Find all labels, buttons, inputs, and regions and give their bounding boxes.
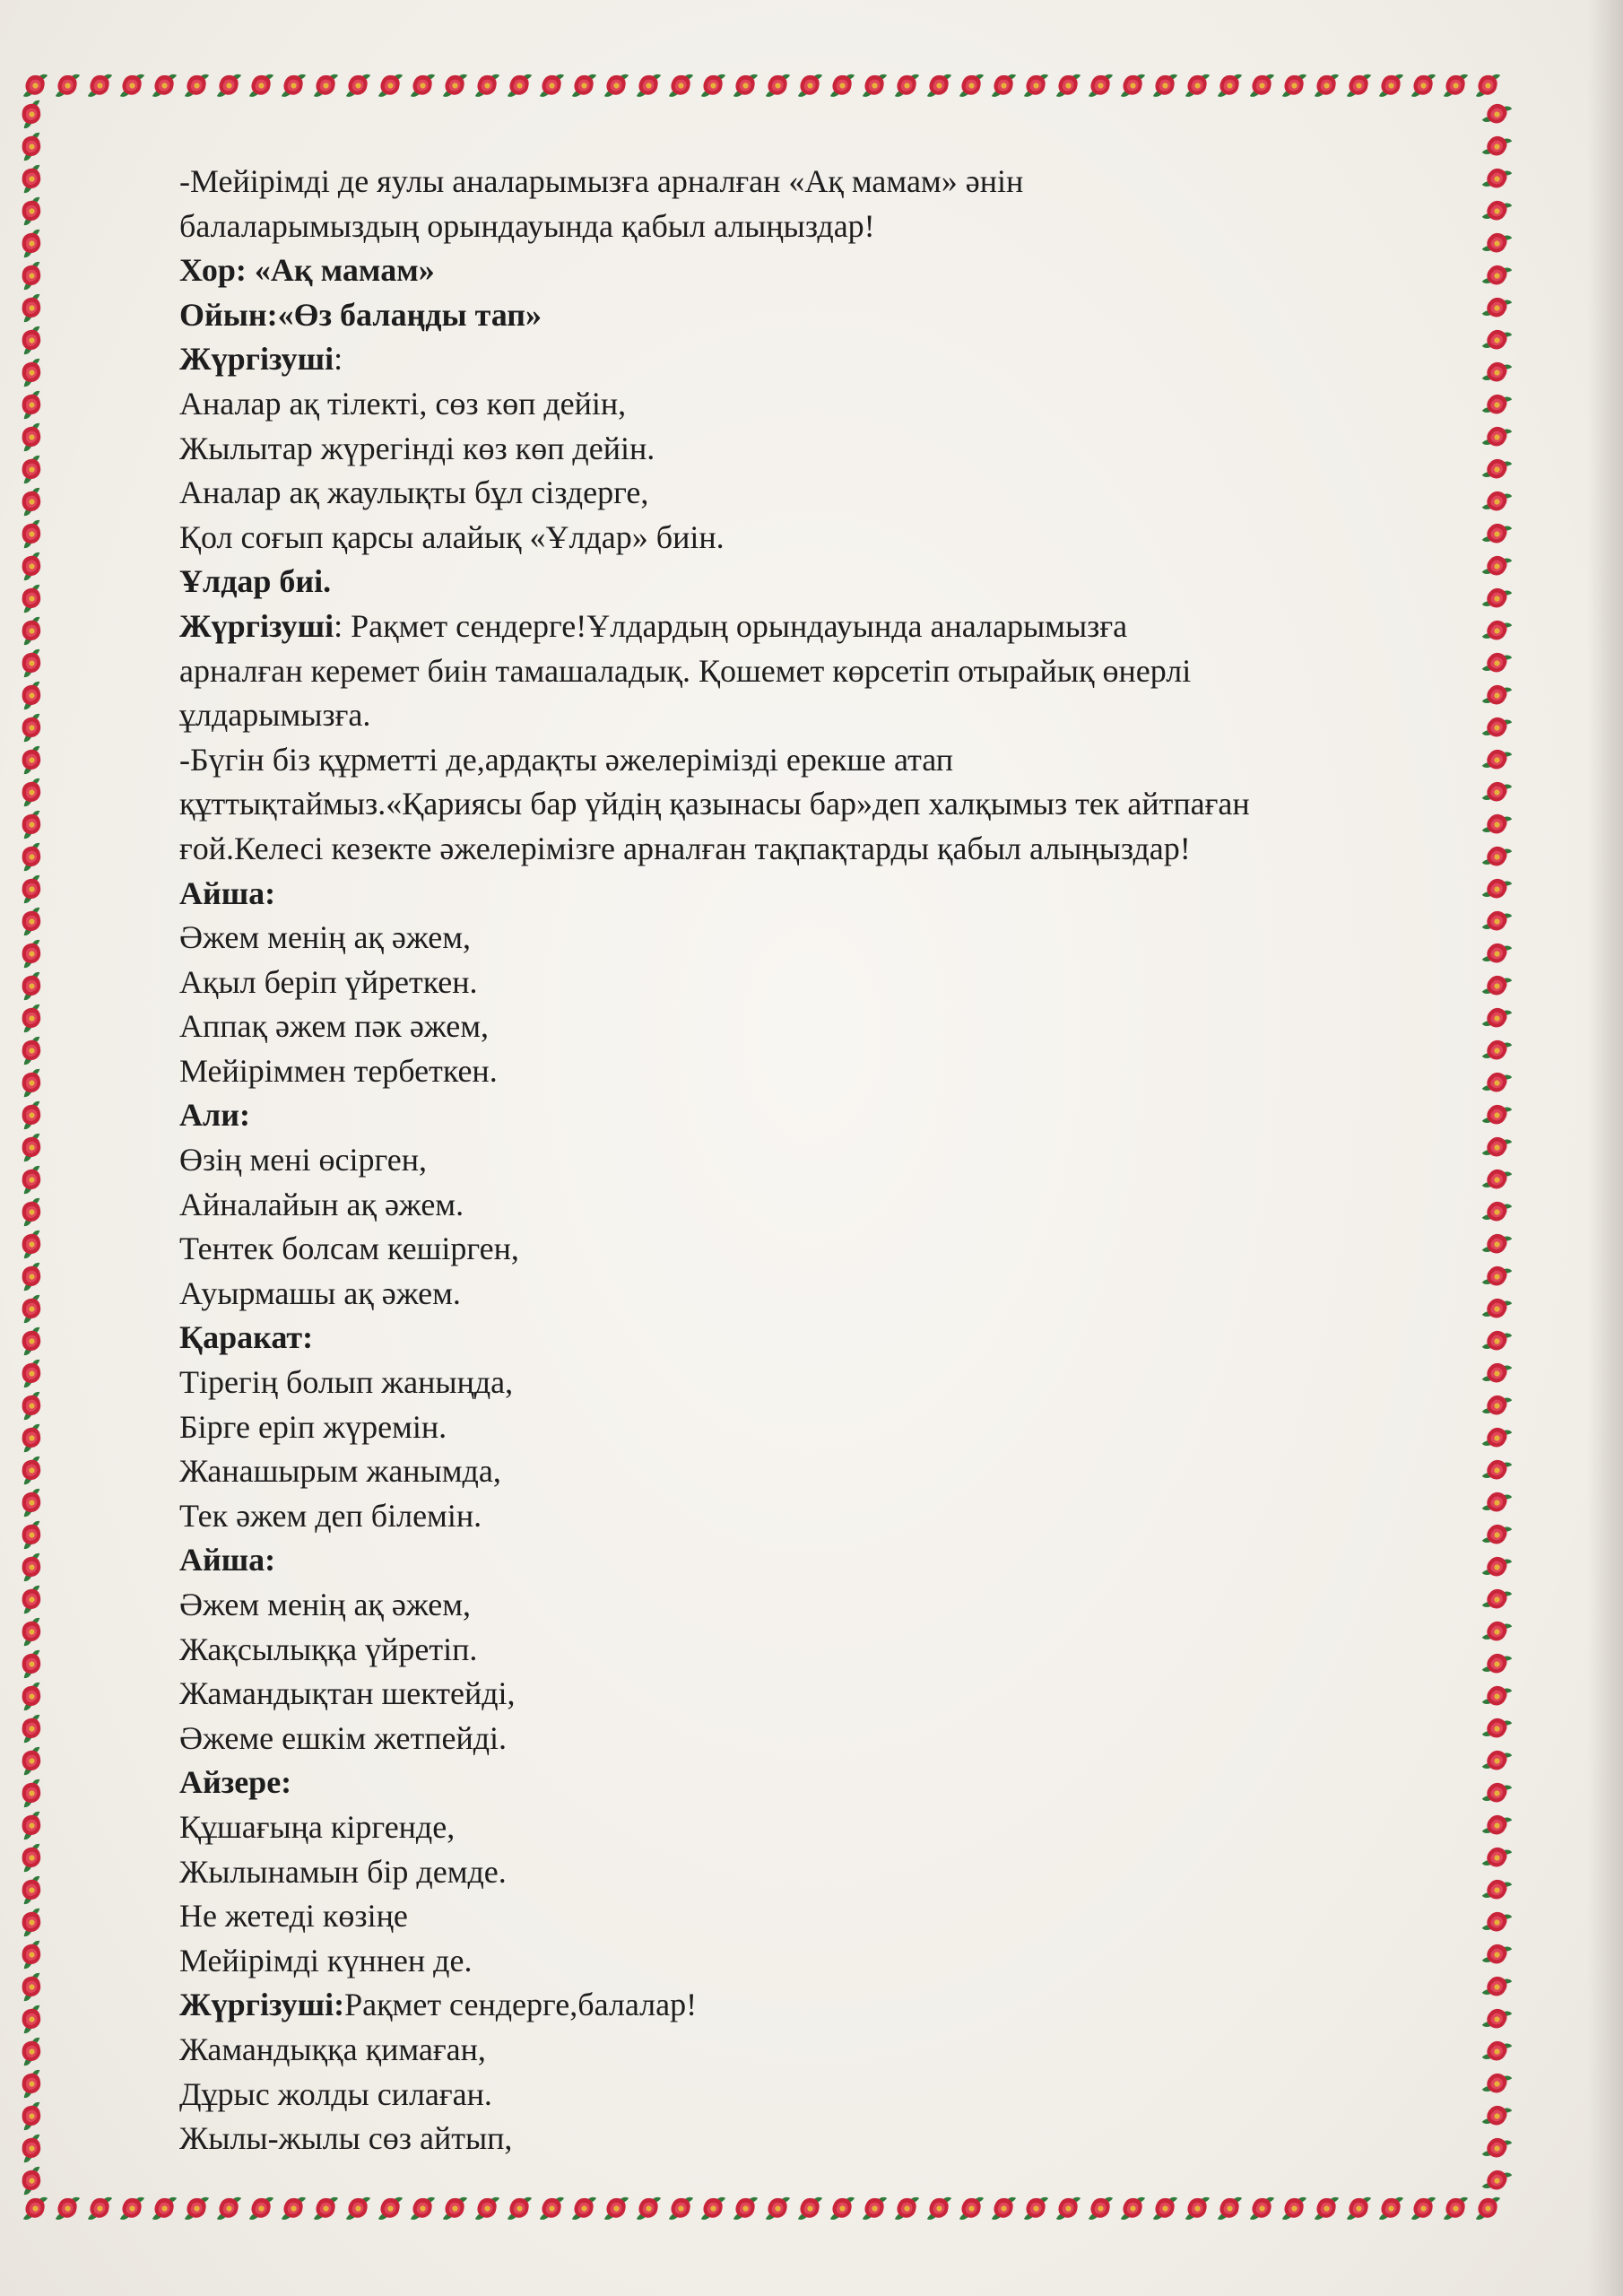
- text-line: Жанашырым жанымда,: [179, 1453, 501, 1490]
- red-flower-icon: [1481, 1422, 1513, 1454]
- red-flower-icon: [1408, 2193, 1439, 2224]
- red-flower-icon: [1085, 2193, 1116, 2224]
- red-flower-icon: [84, 70, 116, 101]
- red-flower-icon: [1481, 518, 1513, 550]
- red-flower-icon: [1214, 2193, 1245, 2224]
- red-flower-icon: [16, 1584, 48, 1615]
- red-flower-icon: [1481, 2100, 1513, 2132]
- red-flower-icon: [16, 1519, 48, 1551]
- red-flower-icon: [16, 1907, 48, 1938]
- red-flower-icon: [16, 906, 48, 937]
- red-flower-icon: [1481, 1164, 1513, 1196]
- text-line: Дұрыс жолды силаған.: [179, 2075, 492, 2112]
- red-flower-icon: [1481, 325, 1513, 356]
- red-flower-icon: [891, 2193, 923, 2224]
- red-flower-icon: [16, 1229, 48, 1260]
- red-flower-icon: [16, 2036, 48, 2067]
- red-flower-icon: [924, 70, 955, 101]
- red-flower-icon: [1481, 1519, 1513, 1551]
- red-flower-icon: [1117, 2193, 1149, 2224]
- red-flower-icon: [16, 1971, 48, 2003]
- red-flower-icon: [762, 70, 794, 101]
- red-flower-icon: [16, 1164, 48, 1196]
- red-flower-icon: [1481, 1293, 1513, 1325]
- red-flower-icon: [1481, 1713, 1513, 1744]
- red-flower-icon: [1481, 1358, 1513, 1389]
- red-flower-icon: [117, 70, 148, 101]
- red-flower-icon: [698, 2193, 729, 2224]
- red-flower-icon: [1481, 1616, 1513, 1648]
- red-flower-icon: [762, 2193, 794, 2224]
- red-flower-icon: [1481, 680, 1513, 711]
- text-line: Жылытар жүрегінді көз көп дейін.: [179, 430, 655, 466]
- red-flower-icon: [1117, 70, 1149, 101]
- speaker-text: :: [334, 341, 343, 378]
- text-line: Ауырмашы ақ әжем.: [179, 1274, 461, 1311]
- red-flower-icon: [16, 1326, 48, 1357]
- speaker-heading: Али:: [179, 1097, 250, 1134]
- text-line: Жамандыққа қимаған,: [179, 2031, 486, 2067]
- red-flower-icon: [1481, 938, 1513, 970]
- red-flower-icon: [16, 260, 48, 291]
- red-flower-icon: [1481, 970, 1513, 1002]
- red-flower-icon: [16, 874, 48, 905]
- red-flower-icon: [1481, 1390, 1513, 1422]
- speaker-label: Жүргізуші: [179, 607, 334, 644]
- text-line: Құшағыңа кіргенде,: [179, 1808, 456, 1845]
- red-flower-icon: [1408, 70, 1439, 101]
- red-flower-icon: [891, 70, 923, 101]
- red-flower-icon: [16, 809, 48, 840]
- red-flower-icon: [16, 357, 48, 388]
- ornament-border-left: [16, 99, 48, 2197]
- red-flower-icon: [1481, 1778, 1513, 1809]
- red-flower-icon: [16, 1713, 48, 1744]
- speaker-label: Жүргізуші:: [179, 1987, 345, 2023]
- red-flower-icon: [16, 454, 48, 485]
- text-line: Мейіріммен тербеткен.: [179, 1052, 498, 1089]
- red-flower-icon: [16, 1939, 48, 1970]
- text-line: Жақсылыққа үйретіп.: [179, 1631, 478, 1667]
- text-line: Әжеме ешкім жетпейді.: [179, 1719, 508, 1756]
- red-flower-icon: [1246, 70, 1278, 101]
- red-flower-icon: [16, 2100, 48, 2132]
- red-flower-icon: [1343, 2193, 1375, 2224]
- speaker-heading: Ұлдар биі.: [179, 563, 332, 600]
- speaker-text: : Рақмет сендерге!Ұлдардың орындауында аналарымызға: [334, 607, 1128, 644]
- red-flower-icon: [1481, 1907, 1513, 1938]
- red-flower-icon: [16, 196, 48, 227]
- red-flower-icon: [310, 70, 342, 101]
- red-flower-icon: [1481, 486, 1513, 517]
- red-flower-icon: [16, 1390, 48, 1422]
- red-flower-icon: [794, 2193, 826, 2224]
- red-flower-icon: [730, 2193, 761, 2224]
- red-flower-icon: [16, 551, 48, 582]
- red-flower-icon: [1020, 2193, 1052, 2224]
- red-flower-icon: [16, 1552, 48, 1583]
- red-flower-icon: [1481, 2068, 1513, 2100]
- speaker-heading: Айзере:: [179, 1764, 292, 1801]
- red-flower-icon: [1311, 2193, 1342, 2224]
- red-flower-icon: [16, 938, 48, 970]
- red-flower-icon: [1481, 1261, 1513, 1292]
- red-flower-icon: [16, 648, 48, 679]
- document-body: [179, 160, 1480, 2161]
- red-flower-icon: [956, 2193, 987, 2224]
- red-flower-icon: [1481, 1745, 1513, 1777]
- red-flower-icon: [1481, 551, 1513, 582]
- red-flower-icon: [16, 1196, 48, 1228]
- red-flower-icon: [1182, 2193, 1213, 2224]
- red-flower-icon: [1214, 70, 1245, 101]
- scan-shadow-edge: [1587, 0, 1623, 2296]
- red-flower-icon: [16, 99, 48, 130]
- red-flower-icon: [859, 70, 890, 101]
- red-flower-icon: [601, 2193, 632, 2224]
- red-flower-icon: [16, 163, 48, 195]
- red-flower-icon: [1481, 583, 1513, 614]
- text-line: Аппақ әжем пәк әжем,: [179, 1008, 490, 1045]
- speaker-heading: Қаракат:: [179, 1319, 314, 1356]
- red-flower-icon: [16, 583, 48, 614]
- red-flower-icon: [407, 70, 438, 101]
- red-flower-icon: [1481, 2036, 1513, 2067]
- red-flower-icon: [1020, 70, 1052, 101]
- red-flower-icon: [827, 2193, 858, 2224]
- red-flower-icon: [1481, 131, 1513, 162]
- red-flower-icon: [924, 2193, 955, 2224]
- red-flower-icon: [1481, 260, 1513, 291]
- red-flower-icon: [1053, 2193, 1084, 2224]
- text-line: Әжем менің ақ әжем,: [179, 1587, 472, 1622]
- ornament-border-right: [1481, 99, 1514, 2197]
- red-flower-icon: [16, 744, 48, 776]
- text-line: [179, 1983, 1480, 2028]
- red-flower-icon: [343, 70, 374, 101]
- red-flower-icon: [536, 70, 568, 101]
- red-flower-icon: [1481, 1196, 1513, 1228]
- red-flower-icon: [16, 777, 48, 808]
- red-flower-icon: [1481, 1229, 1513, 1260]
- red-flower-icon: [16, 680, 48, 711]
- red-flower-icon: [16, 422, 48, 453]
- red-flower-icon: [1481, 841, 1513, 873]
- red-flower-icon: [213, 2193, 245, 2224]
- red-flower-icon: [1481, 1487, 1513, 1518]
- red-flower-icon: [16, 1035, 48, 1066]
- red-flower-icon: [1481, 1939, 1513, 1970]
- red-flower-icon: [1481, 1132, 1513, 1163]
- red-flower-icon: [1481, 777, 1513, 808]
- red-flower-icon: [16, 1455, 48, 1486]
- red-flower-icon: [1481, 1584, 1513, 1615]
- red-flower-icon: [181, 70, 213, 101]
- red-flower-icon: [407, 2193, 438, 2224]
- red-flower-icon: [278, 2193, 309, 2224]
- red-flower-icon: [1085, 70, 1116, 101]
- red-flower-icon: [213, 70, 245, 101]
- red-flower-icon: [117, 2193, 148, 2224]
- red-flower-icon: [1481, 1810, 1513, 1841]
- red-flower-icon: [246, 2193, 277, 2224]
- red-flower-icon: [1311, 70, 1342, 101]
- speaker-label: Жүргізуші: [179, 341, 334, 378]
- text-line: [179, 337, 1480, 382]
- red-flower-icon: [16, 1261, 48, 1292]
- red-flower-icon: [278, 70, 309, 101]
- red-flower-icon: [1481, 744, 1513, 776]
- red-flower-icon: [16, 1067, 48, 1099]
- red-flower-icon: [16, 131, 48, 162]
- red-flower-icon: [472, 2193, 503, 2224]
- red-flower-icon: [1246, 2193, 1278, 2224]
- text-line: [179, 604, 1480, 649]
- red-flower-icon: [1481, 357, 1513, 388]
- red-flower-icon: [1481, 1648, 1513, 1680]
- red-flower-icon: [1150, 70, 1181, 101]
- red-flower-icon: [1472, 2193, 1504, 2224]
- red-flower-icon: [1481, 1842, 1513, 1874]
- red-flower-icon: [52, 2193, 83, 2224]
- red-flower-icon: [988, 2193, 1020, 2224]
- red-flower-icon: [1182, 70, 1213, 101]
- red-flower-icon: [16, 389, 48, 421]
- red-flower-icon: [568, 2193, 600, 2224]
- text-line: Не жетеді көзіңе: [179, 1898, 408, 1935]
- text-line: Жамандықтан шектейді,: [179, 1675, 516, 1712]
- text-line: -Мейірімді де яулы аналарымызға арналған «Ақ мамам» әнін: [179, 163, 1024, 199]
- red-flower-icon: [16, 2133, 48, 2164]
- red-flower-icon: [16, 970, 48, 1002]
- red-flower-icon: [16, 1100, 48, 1131]
- red-flower-icon: [16, 1810, 48, 1841]
- red-flower-icon: [1481, 2004, 1513, 2035]
- red-flower-icon: [1481, 389, 1513, 421]
- red-flower-icon: [633, 70, 664, 101]
- text-line: ғой.Келесі кезекте әжелерімізге арналған тақпақтарды қабыл алыңыздар!: [179, 830, 1191, 866]
- red-flower-icon: [1376, 70, 1407, 101]
- red-flower-icon: [1481, 648, 1513, 679]
- red-flower-icon: [1481, 454, 1513, 485]
- red-flower-icon: [1279, 70, 1310, 101]
- red-flower-icon: [16, 518, 48, 550]
- red-flower-icon: [1053, 70, 1084, 101]
- red-flower-icon: [1481, 1003, 1513, 1034]
- red-flower-icon: [16, 1616, 48, 1648]
- red-flower-icon: [1472, 70, 1504, 101]
- text-line: Жылы-жылы сөз айтып,: [179, 2120, 513, 2157]
- red-flower-icon: [16, 1745, 48, 1777]
- red-flower-icon: [16, 712, 48, 744]
- text-line: Аналар ақ тілекті, сөз көп дейін,: [179, 385, 627, 422]
- red-flower-icon: [1481, 1681, 1513, 1712]
- text-line: -Бүгін біз құрметті де,ардақты әжелерімізді ерекше атап: [179, 741, 954, 778]
- red-flower-icon: [665, 70, 697, 101]
- red-flower-icon: [16, 228, 48, 259]
- red-flower-icon: [16, 2004, 48, 2035]
- speaker-text: Рақмет сендерге,балалар!: [344, 1987, 698, 2023]
- red-flower-icon: [375, 2193, 406, 2224]
- text-line: Мейірімді күннен де.: [179, 1942, 473, 1979]
- red-flower-icon: [1440, 2193, 1471, 2224]
- red-flower-icon: [16, 1487, 48, 1518]
- red-flower-icon: [1481, 1326, 1513, 1357]
- red-flower-icon: [16, 841, 48, 873]
- red-flower-icon: [827, 70, 858, 101]
- text-line: Тентек болсам кешірген,: [179, 1231, 519, 1267]
- red-flower-icon: [181, 2193, 213, 2224]
- red-flower-icon: [16, 325, 48, 356]
- red-flower-icon: [16, 1874, 48, 1906]
- red-flower-icon: [16, 2068, 48, 2100]
- text-line: балаларымыздың орындауында қабыл алыңыздар!: [179, 207, 875, 244]
- red-flower-icon: [1481, 228, 1513, 259]
- red-flower-icon: [730, 70, 761, 101]
- red-flower-icon: [1481, 292, 1513, 324]
- red-flower-icon: [149, 2193, 180, 2224]
- red-flower-icon: [149, 70, 180, 101]
- red-flower-icon: [343, 2193, 374, 2224]
- red-flower-icon: [439, 2193, 471, 2224]
- red-flower-icon: [16, 1422, 48, 1454]
- red-flower-icon: [1481, 1100, 1513, 1131]
- text-line: Қол соғып қарсы алайық «Ұлдар» биін.: [179, 518, 725, 555]
- red-flower-icon: [1481, 1455, 1513, 1486]
- red-flower-icon: [1481, 1035, 1513, 1066]
- red-flower-icon: [1481, 196, 1513, 227]
- red-flower-icon: [16, 1293, 48, 1325]
- text-line: арналған керемет биін тамашаладық. Қошемет көрсетіп отырайық өнерлі: [179, 652, 1192, 689]
- speaker-heading: Айша:: [179, 1542, 276, 1578]
- red-flower-icon: [20, 2193, 51, 2224]
- red-flower-icon: [246, 70, 277, 101]
- red-flower-icon: [16, 486, 48, 517]
- red-flower-icon: [956, 70, 987, 101]
- red-flower-icon: [988, 70, 1020, 101]
- speaker-heading: Ойын:«Өз балаңды тап»: [179, 296, 542, 333]
- red-flower-icon: [1481, 906, 1513, 937]
- red-flower-icon: [1481, 1971, 1513, 2003]
- red-flower-icon: [1279, 2193, 1310, 2224]
- ornament-border-bottom: [20, 2193, 1512, 2225]
- red-flower-icon: [1481, 422, 1513, 453]
- text-line: ұлдарымызға.: [179, 697, 371, 734]
- speaker-heading: Айша:: [179, 874, 276, 911]
- red-flower-icon: [1481, 2133, 1513, 2164]
- red-flower-icon: [439, 70, 471, 101]
- red-flower-icon: [1343, 70, 1375, 101]
- red-flower-icon: [16, 1358, 48, 1389]
- red-flower-icon: [698, 70, 729, 101]
- red-flower-icon: [16, 615, 48, 647]
- red-flower-icon: [16, 1681, 48, 1712]
- red-flower-icon: [84, 2193, 116, 2224]
- text-line: Тірегің болып жаныңда,: [179, 1364, 514, 1401]
- text-line: Айналайын ақ әжем.: [179, 1186, 464, 1222]
- text-line: Ақыл беріп үйреткен.: [179, 963, 478, 1000]
- red-flower-icon: [859, 2193, 890, 2224]
- red-flower-icon: [1150, 2193, 1181, 2224]
- red-flower-icon: [16, 2165, 48, 2196]
- red-flower-icon: [1481, 2165, 1513, 2196]
- red-flower-icon: [16, 292, 48, 324]
- red-flower-icon: [568, 70, 600, 101]
- red-flower-icon: [1481, 163, 1513, 195]
- red-flower-icon: [665, 2193, 697, 2224]
- red-flower-icon: [52, 70, 83, 101]
- red-flower-icon: [1481, 809, 1513, 840]
- red-flower-icon: [310, 2193, 342, 2224]
- red-flower-icon: [16, 1648, 48, 1680]
- red-flower-icon: [1376, 2193, 1407, 2224]
- speaker-heading: Хор: «Ақ мамам»: [179, 252, 435, 289]
- red-flower-icon: [1481, 1067, 1513, 1099]
- red-flower-icon: [1481, 99, 1513, 130]
- text-line: Өзің мені өсірген,: [179, 1142, 428, 1178]
- text-line: Бірге еріп жүремін.: [179, 1408, 447, 1445]
- red-flower-icon: [1481, 615, 1513, 647]
- red-flower-icon: [1481, 1552, 1513, 1583]
- text-line: Әжем менің ақ әжем,: [179, 919, 472, 956]
- red-flower-icon: [536, 2193, 568, 2224]
- red-flower-icon: [633, 2193, 664, 2224]
- text-line: Жылынамын бір демде.: [179, 1853, 507, 1890]
- text-line: Тек әжем деп білемін.: [179, 1497, 482, 1534]
- red-flower-icon: [472, 70, 503, 101]
- red-flower-icon: [504, 2193, 535, 2224]
- text-line: Аналар ақ жаулықты бұл сіздерге,: [179, 474, 649, 511]
- red-flower-icon: [1440, 70, 1471, 101]
- red-flower-icon: [1481, 874, 1513, 905]
- red-flower-icon: [20, 70, 51, 101]
- red-flower-icon: [1481, 1874, 1513, 1906]
- red-flower-icon: [601, 70, 632, 101]
- red-flower-icon: [16, 1003, 48, 1034]
- red-flower-icon: [794, 70, 826, 101]
- red-flower-icon: [504, 70, 535, 101]
- red-flower-icon: [375, 70, 406, 101]
- text-line: құттықтаймыз.«Қариясы бар үйдің қазынасы бар»деп халқымыз тек айтпаған: [179, 786, 1250, 822]
- ornament-border-top: [20, 70, 1512, 102]
- red-flower-icon: [1481, 712, 1513, 744]
- red-flower-icon: [16, 1842, 48, 1874]
- red-flower-icon: [16, 1132, 48, 1163]
- red-flower-icon: [16, 1778, 48, 1809]
